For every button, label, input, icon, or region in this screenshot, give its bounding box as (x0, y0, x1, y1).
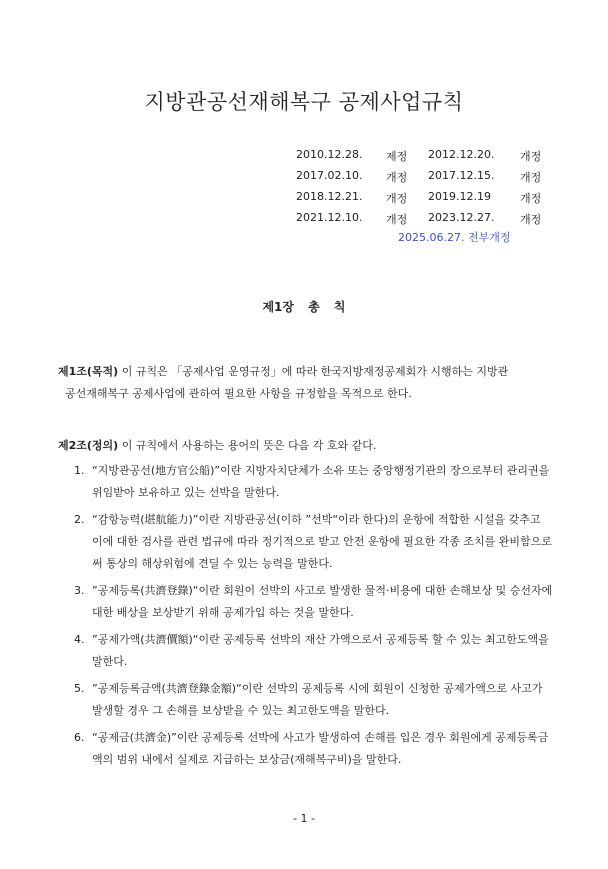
page-title: 지방관공선재해복구 공제사업규칙 (144, 90, 464, 114)
article-1-heading: 제1조(목적) (58, 365, 119, 378)
item-number: 4. (74, 633, 85, 646)
history-date: 2019.12.19 (428, 190, 491, 203)
list-item (74, 727, 554, 771)
history-date: 2012.12.20. (428, 148, 495, 161)
item-number: 6. (74, 731, 85, 744)
definition-list (74, 460, 554, 776)
item-text: “공제금(共濟金)”이란 공제등록 선박에 사고가 발생하여 손해를 입은 경우 회원에게 공제등록금액의 범위 내에서 실제로 지급하는 보상금(재해복구비)을 말한다. (92, 731, 549, 766)
history-action: 개정 (386, 192, 408, 205)
article-2 (58, 435, 558, 457)
item-number: 5. (74, 682, 85, 695)
article-2-text: 이 규칙에서 사용하는 용어의 뜻은 다음 각 호와 같다. (118, 439, 377, 452)
page-number: - 1 - (293, 812, 315, 825)
history-action: 개정 (520, 171, 542, 184)
article-2-heading: 제2조(정의) (58, 439, 119, 452)
history-date: 2021.12.10. (296, 211, 363, 224)
history-action: 제정 (386, 150, 408, 163)
list-item (74, 629, 554, 673)
list-item (74, 460, 554, 504)
history-date: 2018.12.21. (296, 190, 363, 203)
article-1 (58, 361, 558, 405)
list-item (74, 678, 554, 722)
item-text: “지방관공선(地方官公船)”이란 지방자치단체가 소유 또는 중앙행정기관의 장으로부터 관리권을 위임받아 보유하고 있는 선박을 말한다. (92, 464, 550, 499)
history-action: 개정 (386, 171, 408, 184)
article-1-line (58, 361, 558, 383)
history-date: 2010.12.28. (296, 148, 363, 161)
article-1-text: 이 규칙은 「공제사업 운영규정」에 따라 한국지방재정공제회가 시행하는 지방관 (118, 365, 509, 378)
article-1-continuation: 공선재해복구 공제사업에 관하여 필요한 사항을 규정함을 목적으로 한다. (65, 387, 412, 400)
history-date: 2023.12.27. (428, 211, 495, 224)
history-action: 개정 (520, 213, 542, 226)
history-action: 개정 (520, 150, 542, 163)
item-text: “감항능력(堪航能力)”이란 지방관공선(이하 ”선박“이라 한다)의 운항에 적합한 시설을 갖추고 이에 대한 검사를 관련 법규에 따라 정기적으로 받고 안전 운항에 필요한 각종 조치를 완비함으로써 통상의 해상위험에 견딜 수 있는 능력을 말한다. (92, 513, 552, 570)
article-2-line (58, 435, 558, 457)
item-number: 2. (74, 513, 85, 526)
history-date: 2017.12.15. (428, 169, 495, 182)
item-number: 1. (74, 464, 85, 477)
item-text: ”공제등록(共濟登錄)“이란 회원이 선박의 사고로 발생한 물적·비용에 대한 손해보상 및 승선자에 대한 배상을 보상받기 위해 공제가입 하는 것을 말한다. (92, 584, 553, 619)
history-action: 개정 (386, 213, 408, 226)
item-number: 3. (74, 584, 85, 597)
item-text: ”공제등록금액(共濟登錄金額)“이란 선박의 공제등록 시에 회원이 신청한 공제가액으로 사고가 발생할 경우 그 손해를 보상받을 수 있는 최고한도액을 말한다. (92, 682, 543, 717)
chapter-title: 제1장 총 칙 (262, 300, 346, 314)
history-full-revision: 2025.06.27. 전부개정 (398, 231, 511, 244)
history-action: 개정 (520, 192, 542, 205)
item-text: ”공제가액(共濟價額)“이란 공제등록 선박의 재산 가액으로서 공제등록 할 수 있는 최고한도액을 말한다. (92, 633, 549, 668)
list-item (74, 580, 554, 624)
list-item (74, 509, 554, 575)
history-date: 2017.02.10. (296, 169, 363, 182)
